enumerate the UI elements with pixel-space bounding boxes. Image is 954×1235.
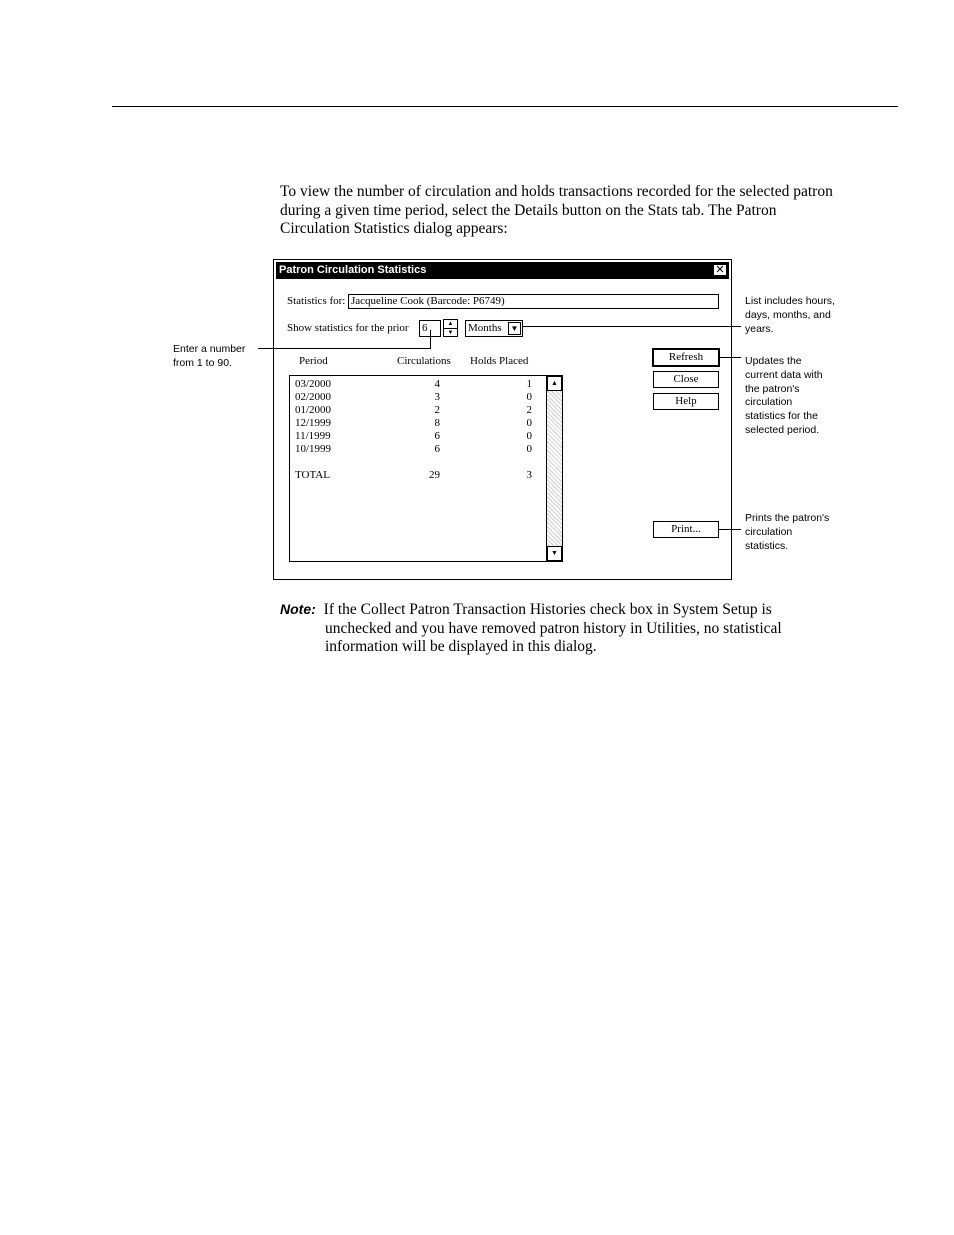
table-row [295, 391, 535, 404]
table-row [295, 430, 535, 443]
chevron-down-icon[interactable]: ▼ [508, 322, 521, 335]
table-row [295, 378, 535, 391]
callout-number-leader [258, 348, 430, 349]
circulations-cell: 6 [434, 430, 440, 442]
holds-cell: 0 [526, 430, 532, 442]
callout-print-leader [719, 529, 741, 530]
dialog-titlebar [276, 262, 729, 279]
callout-units-leader [523, 326, 741, 327]
holds-cell: 0 [526, 443, 532, 455]
note-block [280, 600, 840, 657]
table-row [295, 443, 535, 456]
circulations-cell: 4 [434, 378, 440, 390]
spin-down-icon[interactable]: ▼ [444, 328, 457, 337]
holds-cell: 2 [526, 404, 532, 416]
callout-refresh: Updates the current data with the patron's circulation statistics for the selected period. [745, 355, 823, 436]
prior-number-spinner[interactable] [443, 319, 458, 337]
holds-cell: 1 [526, 378, 532, 390]
callout-refresh-leader [719, 357, 741, 358]
callout-units: List includes hours, days, months, and years. [745, 295, 835, 335]
refresh-button[interactable]: Refresh [653, 349, 719, 366]
intro-paragraph [280, 183, 840, 239]
statistics-for-field: Jacqueline Cook (Barcode: P6749) [348, 294, 719, 309]
statistics-for-label: Statistics for: [287, 295, 346, 307]
header-rule [112, 106, 898, 107]
spin-up-icon[interactable]: ▲ [447, 321, 454, 327]
scroll-down-icon[interactable]: ▼ [547, 546, 562, 561]
period-cell: 11/1999 [295, 430, 331, 442]
period-cell: 03/2000 [295, 378, 332, 390]
note-label: Note: [280, 601, 316, 617]
period-cell: 10/1999 [295, 443, 332, 455]
total-label: TOTAL [295, 469, 330, 481]
holds-cell: 0 [526, 417, 532, 429]
total-holds: 3 [526, 469, 532, 481]
holds-cell: 0 [526, 391, 532, 403]
period-cell: 02/2000 [295, 391, 332, 403]
scroll-up-icon[interactable]: ▲ [547, 376, 562, 391]
period-unit-value: Months [468, 322, 502, 334]
note-text: If the Collect Patron Transaction Histories check box in System Setup is unchecked and you have removed patron history in Utilities, no statistical information will be displayed in this dialog. [323, 601, 782, 655]
total-circulations: 29 [429, 469, 440, 481]
callout-number: Enter a number from 1 to 90. [173, 343, 246, 369]
show-prior-label: Show statistics for the prior [287, 322, 409, 334]
circulations-cell: 6 [434, 443, 440, 455]
table-row [295, 417, 535, 430]
period-cell: 12/1999 [295, 417, 332, 429]
prior-number-input[interactable]: 6 [419, 320, 441, 337]
column-header-period: Period [299, 355, 328, 367]
statistics-list[interactable] [289, 375, 563, 562]
circulations-cell: 2 [434, 404, 440, 416]
intro-text: To view the number of circulation and holds transactions recorded for the selected patron during a given time period, select the Details button on the Stats tab. The Patron Circulation Statistics dialog appears: [280, 183, 833, 237]
circulations-cell: 3 [434, 391, 440, 403]
print-button[interactable]: Print... [653, 521, 719, 538]
total-row [295, 469, 535, 482]
dialog-title: Patron Circulation Statistics [279, 264, 427, 276]
close-button[interactable]: Close [653, 371, 719, 388]
period-unit-select[interactable] [465, 320, 523, 337]
callout-print: Prints the patron's circulation statistics. [745, 512, 830, 552]
column-header-circulations: Circulations [397, 355, 451, 367]
close-icon[interactable]: ✕ [713, 264, 727, 276]
period-cell: 01/2000 [295, 404, 332, 416]
table-row [295, 404, 535, 417]
callout-number-leader-vertical [430, 330, 431, 349]
list-scrollbar[interactable] [546, 376, 562, 561]
help-button[interactable]: Help [653, 393, 719, 410]
circulations-cell: 8 [434, 417, 440, 429]
column-header-holds-placed: Holds Placed [470, 355, 529, 367]
